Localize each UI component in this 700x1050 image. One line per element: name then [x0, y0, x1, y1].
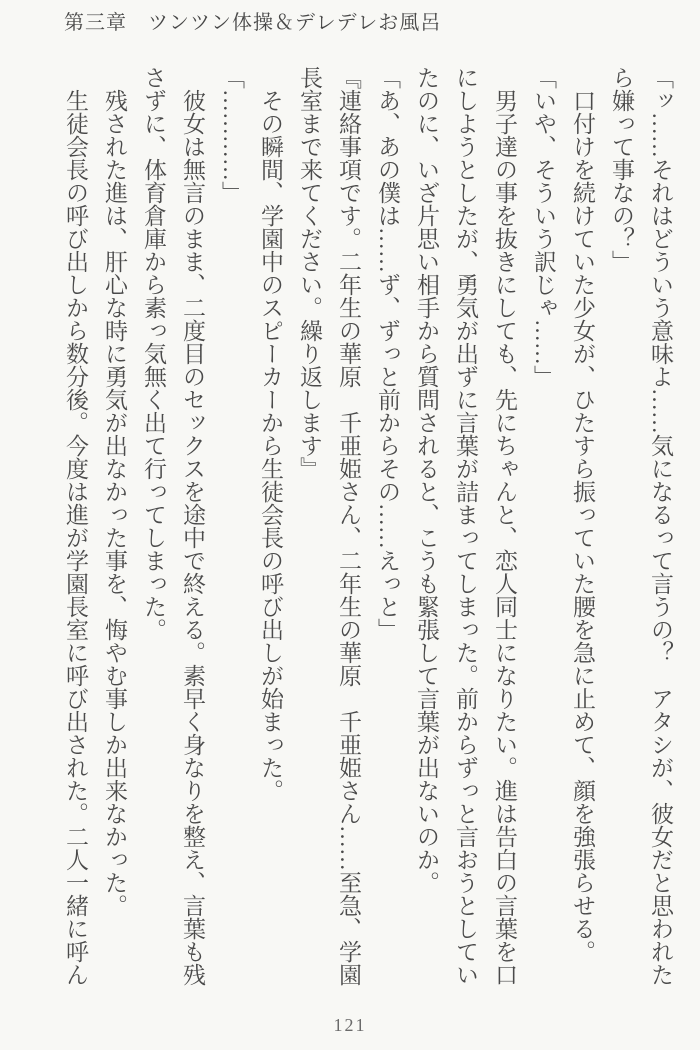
text-column: その瞬間、学園中のスピーカーから生徒会長の呼び出しが始まった。: [258, 89, 283, 802]
text-column: さずに、体育倉庫から素っ気無く出て行ってしまった。: [141, 66, 166, 641]
vertical-text-block: [48, 66, 680, 994]
text-column: 「あ、あの僕は……ず、ずっと前からその……えっと」: [375, 66, 400, 641]
text-column: 『連絡事項です。二年生の華原 千亜姫さん、二年生の華原 千亜姫さん……至急、学園: [336, 66, 361, 986]
text-column: にしようとしたが、勇気が出ずに言葉が詰まってしまった。前からずっと言おうとしてい: [453, 66, 478, 986]
chapter-header: 第三章 ツンツン体操＆デレデレお風呂: [64, 12, 442, 34]
text-column: 「ッ……それはどういう意味よ……気になるって言うの？ アタシが、彼女だと思われた: [648, 66, 673, 986]
text-column: 彼女は無言のまま、二度目のセックスを途中で終える。素早く身なりを整え、言葉も残: [180, 89, 205, 986]
text-column: 長室まで来てください。繰り返します』: [297, 66, 322, 480]
text-column: 残された進は、肝心な時に勇気が出なかった事を、悔やむ事しか出来なかった。: [102, 89, 127, 917]
text-column: 「…………」: [219, 66, 244, 204]
text-column: 生徒会長の呼び出しから数分後。今度は進が学園長室に呼び出された。二人一緒に呼ん: [63, 89, 88, 986]
page-number: 121: [333, 1015, 367, 1035]
text-column: ら嫌って事なの？」: [609, 66, 634, 273]
text-column: たのに、いざ片思い相手から質問されると、こうも緊張して言葉が出ないのか。: [414, 66, 439, 894]
text-column: 男子達の事を抜きにしても、先にちゃんと、恋人同士になりたい。進は告白の言葉を口: [492, 89, 517, 986]
text-column: 口付けを続けていた少女が、ひたすら振っていた腰を急に止めて、顔を強張らせる。: [570, 89, 595, 963]
text-column: 「いや、そういう訳じゃ……」: [531, 66, 556, 388]
